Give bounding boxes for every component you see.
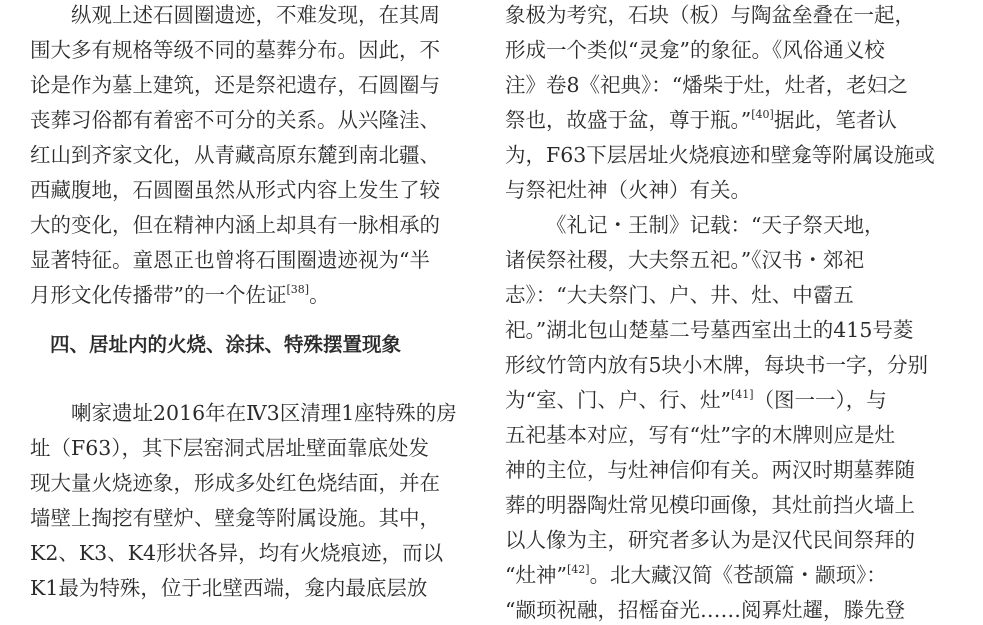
text-line	[30, 140, 440, 170]
text-line	[30, 573, 427, 603]
text-line	[30, 503, 440, 533]
line-text: 为，F63下层居址火烧痕迹和壁龛等附属设施或	[505, 143, 935, 167]
line-text: 与祭祀灶神（火神）有关。	[505, 178, 751, 202]
line-text: 祭也，故盛于盆，尊于瓶。”	[505, 108, 752, 132]
text-line	[71, 398, 457, 428]
text-line	[505, 595, 905, 625]
text-line	[505, 560, 887, 590]
line-text: K1最为特殊，位于北壁西端，龛内最底层放	[30, 576, 428, 600]
citation-marker: [42]	[566, 563, 590, 576]
text-line	[505, 350, 928, 380]
text-line	[30, 433, 429, 463]
text-line	[30, 175, 440, 205]
line-text: 址（F63），其下层窑洞式居址壁面靠底处发	[30, 436, 430, 460]
citation-marker: [41]	[730, 388, 754, 401]
line-text-continued: 据此，笔者认	[773, 108, 897, 132]
line-text: 为“室、门、户、行、灶”	[505, 388, 731, 412]
line-text: 形纹竹笥内放有5块小木牌，每块书一字，分别	[505, 353, 929, 377]
text-line	[30, 70, 440, 100]
line-text: 西藏腹地，石圆圈虽然从形式内容上发生了较	[30, 178, 440, 202]
line-text: 《礼记・王制》记载：“天子祭天地，	[546, 213, 885, 237]
line-text: 祀。”湖北包山楚墓二号墓西室出土的415号菱	[505, 318, 914, 342]
line-text: 现大量火烧迹象，形成多处红色烧结面，并在	[30, 471, 440, 495]
section-heading	[50, 330, 401, 360]
line-text: 喇家遗址2016年在Ⅳ3区清理1座特殊的房	[71, 401, 457, 425]
line-text-continued: 。北大藏汉简《苍颉篇・颛顼》：	[589, 563, 887, 587]
text-line	[30, 35, 440, 65]
text-line	[505, 455, 915, 485]
line-text: 丧葬习俗都有着密不可分的关系。从兴隆洼、	[30, 108, 440, 132]
line-text: 大的变化，但在精神内涵上却具有一脉相承的	[30, 213, 440, 237]
line-text: 纵观上述石圆圈遗迹，不难发现，在其周	[71, 3, 440, 27]
text-line	[505, 490, 915, 520]
text-line	[30, 538, 443, 568]
line-text: “灶神”	[505, 563, 567, 587]
line-text: 五祀基本对应，写有“灶”字的木牌则应是灶	[505, 423, 895, 447]
line-text: 红山到齐家文化，从青藏高原东麓到南北疆、	[30, 143, 440, 167]
line-text: 神的主位，与灶神信仰有关。两汉时期墓葬随	[505, 458, 915, 482]
text-line	[505, 420, 895, 450]
line-text: 显著特征。童恩正也曾将石围圈遗迹视为“半	[30, 248, 430, 272]
line-text: 诸侯祭社稷，大夫祭五祀。”《汉书・郊祀	[505, 248, 864, 272]
text-line	[505, 385, 887, 415]
text-line	[505, 315, 913, 345]
line-text: 墙壁上掏挖有壁炉、壁龛等附属设施。其中，	[30, 506, 440, 530]
text-line	[505, 105, 897, 135]
citation-marker: [38]	[286, 283, 310, 296]
text-line	[71, 0, 440, 30]
line-text: 月形文化传播带”的一个佐证	[30, 283, 287, 307]
text-line	[505, 0, 915, 30]
line-text: 葬的明器陶灶常见模印画像，其灶前挡火墙上	[505, 493, 915, 517]
text-line	[505, 175, 751, 205]
line-text: 志》：“大夫祭门、户、井、灶、中霤五	[505, 283, 854, 307]
text-line	[505, 280, 854, 310]
text-line	[30, 105, 440, 135]
line-text-continued: （图一一），与	[753, 388, 887, 412]
line-text: 四、居址内的火烧、涂抹、特殊摆置现象	[50, 333, 402, 356]
text-line	[505, 140, 935, 170]
line-text: K2、K3、K4形状各异，均有火烧痕迹，而以	[30, 541, 444, 565]
text-line	[30, 245, 430, 275]
line-text: 论是作为墓上建筑，还是祭祀遗存，石圆圈与	[30, 73, 440, 97]
line-text: 形成一个类似“灵龛”的象征。《风俗通义校	[505, 38, 885, 62]
text-line	[505, 35, 885, 65]
text-line	[505, 525, 915, 555]
text-line	[30, 280, 330, 310]
line-text: 象极为考究，石块（板）与陶盆垒叠在一起，	[505, 3, 915, 27]
text-line	[30, 210, 440, 240]
line-text: 注》卷8《祀典》：“燔柴于灶，灶者，老妇之	[505, 73, 908, 97]
line-text: 以人像为主，研究者多认为是汉代民间祭拜的	[505, 528, 915, 552]
citation-marker: [40]	[751, 108, 774, 121]
text-line	[505, 245, 864, 275]
line-text-continued: 。	[309, 283, 330, 307]
line-text: 围大多有规格等级不同的墓葬分布。因此，不	[30, 38, 440, 62]
text-line	[546, 210, 884, 240]
line-text: “颛顼祝融，招榣奋光……阅奡灶趯，滕先登	[505, 598, 905, 622]
text-line	[30, 468, 440, 498]
text-line	[505, 70, 908, 100]
